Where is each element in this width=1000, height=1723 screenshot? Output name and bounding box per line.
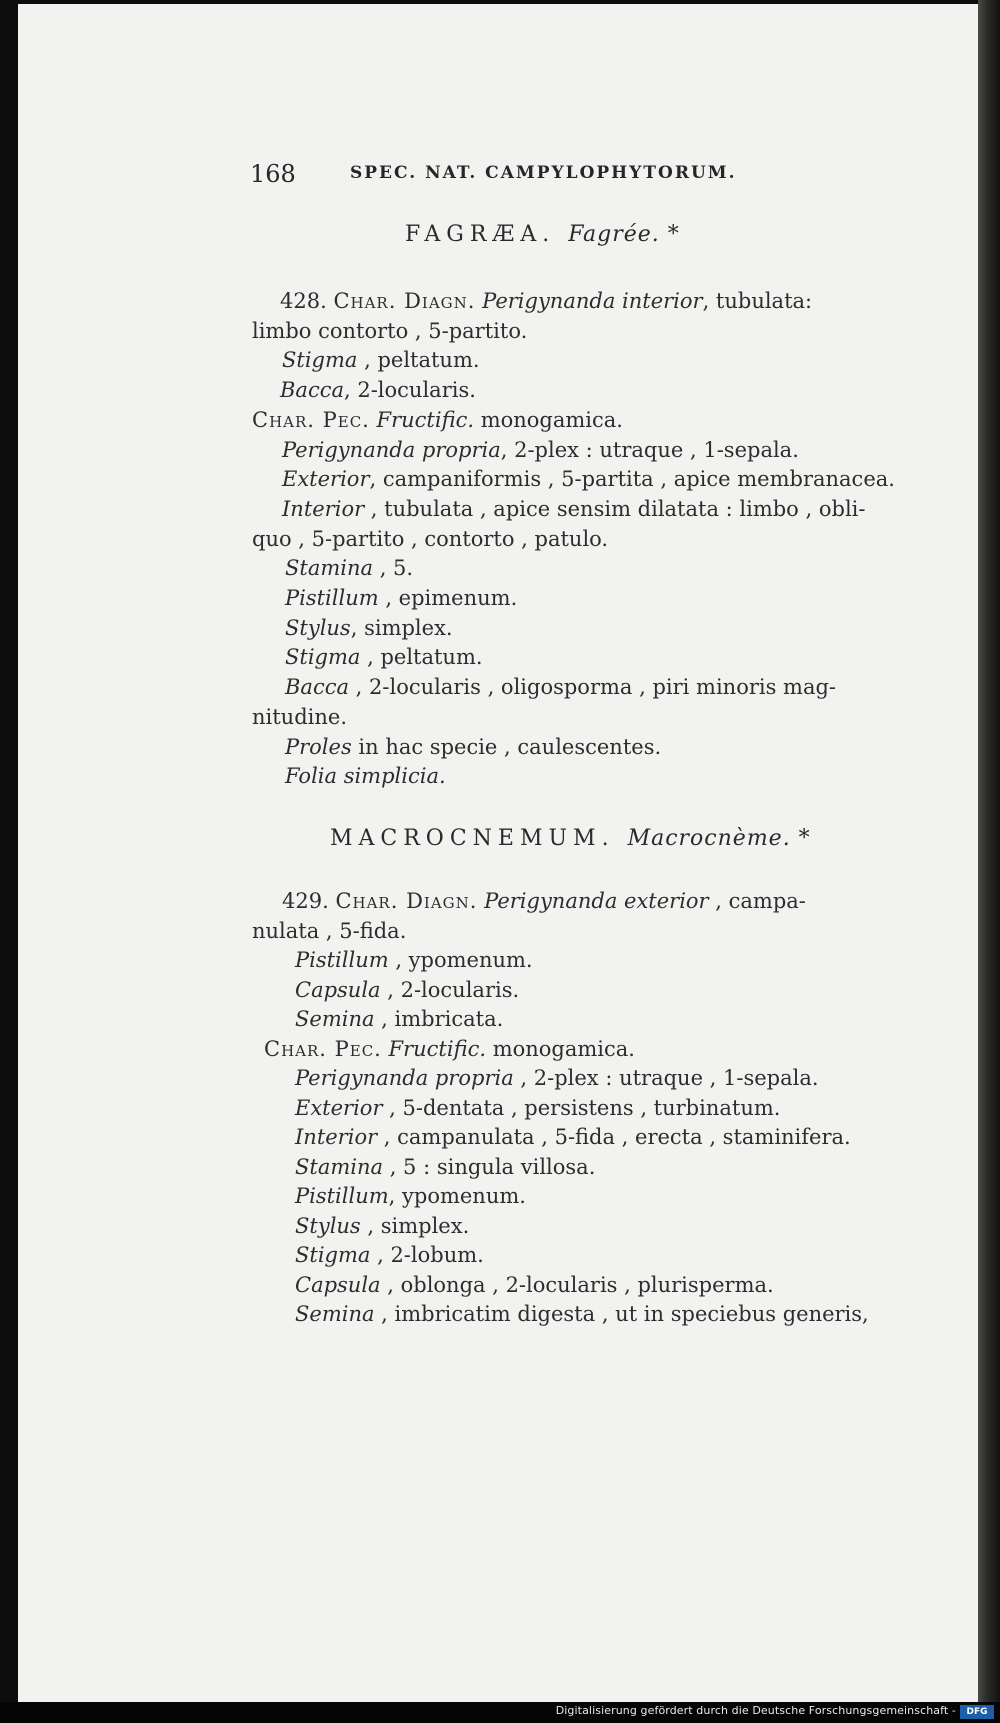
text-run: , peltatum.	[357, 348, 480, 373]
italic-term: Bacca	[285, 675, 349, 700]
text-line	[285, 555, 413, 581]
text-line	[252, 704, 347, 730]
text-line	[285, 763, 446, 789]
text-run: , simplex.	[350, 615, 453, 640]
book-page	[18, 4, 978, 1702]
text-run: , 2-locularis , oligosporma , piri minoris mag-	[349, 675, 837, 700]
text-run: quo , 5-partito , contorto , patulo.	[252, 526, 609, 551]
text-run: nulata , 5-fida.	[252, 918, 407, 943]
text-line	[295, 1065, 819, 1091]
italic-term: Stigma	[285, 645, 361, 670]
text-line	[252, 407, 623, 433]
italic-term: Semina	[295, 1007, 375, 1031]
text-run: , ypomenum.	[388, 948, 533, 972]
text-line	[295, 1242, 484, 1268]
text-line	[264, 1036, 635, 1062]
italic-term: Folia simplicia.	[285, 764, 446, 789]
text-run: , imbricata.	[374, 1007, 504, 1031]
text-run: , 2-lobum.	[370, 1243, 484, 1267]
text-line	[285, 585, 517, 611]
italic-term: Stamina	[295, 1154, 384, 1179]
text-line	[252, 918, 406, 944]
text-run: 429.	[282, 889, 336, 913]
italic-term: Proles	[285, 734, 352, 759]
text-line	[295, 1154, 595, 1180]
genus-vernacular: Fagrée. *	[568, 222, 680, 247]
text-line	[285, 644, 483, 670]
genus-name: FAGRÆA.	[405, 222, 556, 247]
section-title-macrocnemum	[330, 826, 811, 851]
italic-term: Exterior	[295, 1095, 383, 1120]
italic-term: Stylus	[295, 1213, 361, 1238]
text-line	[282, 347, 480, 373]
italic-term: Stigma	[282, 348, 358, 373]
text-line	[280, 288, 812, 314]
text-run: , 5-dentata , persistens , turbinatum.	[382, 1095, 781, 1120]
text-line	[280, 377, 476, 403]
text-line	[285, 734, 661, 760]
text-line	[252, 318, 527, 344]
text-run: 428.	[280, 289, 334, 313]
text-line	[282, 466, 895, 492]
text-run: , tubulata , apice sensim dilatata : limbo , obli-	[364, 496, 866, 521]
text-line	[282, 496, 865, 522]
italic-term: Pistillum	[295, 948, 389, 972]
text-line	[295, 1183, 526, 1209]
text-run: monogamica.	[474, 407, 623, 432]
page-edge-shadow	[978, 0, 1000, 1723]
text-run: , ypomenum.	[388, 1184, 526, 1208]
text-run: , 5 : singula villosa.	[383, 1154, 596, 1179]
text-line	[252, 526, 608, 552]
italic-term: Perigynanda interior	[475, 289, 703, 313]
text-run: , campaniformis , 5-partita , apice membranacea.	[369, 467, 895, 492]
italic-term: Interior	[295, 1125, 378, 1149]
italic-term: Stylus	[285, 615, 351, 640]
italic-term: Perigynanda propria	[282, 437, 501, 462]
text-line	[285, 615, 453, 641]
digitization-notice: Digitalisierung gefördert durch die Deutsche Forschungsgemeinschaft -	[555, 1704, 956, 1717]
text-line	[295, 1124, 851, 1150]
dfg-logo: DFG	[960, 1705, 994, 1719]
small-caps-heading: Char. Pec.	[252, 407, 370, 432]
italic-term: Fructific.	[381, 1036, 487, 1061]
genus-name: MACROCNEMUM.	[330, 826, 615, 851]
running-title: SPEC. NAT. CAMPYLOPHYTORUM.	[350, 163, 737, 183]
text-line	[295, 1301, 869, 1327]
text-line	[295, 1006, 503, 1032]
small-caps-heading: Char. Diagn.	[333, 289, 476, 313]
text-line	[295, 1095, 780, 1121]
italic-term: Pistillum	[285, 586, 379, 610]
page-number: 168	[250, 160, 296, 188]
text-run: , epimenum.	[378, 586, 518, 610]
text-run: , 2-locularis.	[380, 977, 520, 1002]
italic-term: Semina	[295, 1302, 375, 1326]
text-run: , campanulata , 5-fida , erecta , staminifera.	[377, 1125, 851, 1149]
italic-term: Capsula	[295, 1272, 381, 1297]
section-title-fagraea	[405, 222, 680, 247]
text-run: , 2-plex : utraque , 1-sepala.	[513, 1066, 819, 1090]
italic-term: Interior	[282, 496, 365, 521]
text-line	[295, 977, 519, 1003]
italic-term: Capsula	[295, 977, 381, 1002]
text-run: , imbricatim digesta , ut in speciebus generis,	[374, 1302, 869, 1326]
genus-vernacular: Macrocnème. *	[627, 826, 811, 851]
text-run: limbo contorto , 5-partito.	[252, 318, 528, 343]
italic-term: Perigynanda propria	[295, 1066, 514, 1090]
italic-term: Exterior	[282, 467, 370, 492]
text-line	[295, 1272, 774, 1298]
italic-term: Perigynanda exterior	[477, 889, 709, 913]
italic-term: Stigma	[295, 1243, 371, 1267]
italic-term: Stamina	[285, 556, 374, 581]
italic-term: Pistillum	[295, 1184, 389, 1208]
small-caps-heading: Char. Pec.	[264, 1036, 382, 1061]
text-run: , oblonga , 2-locularis , plurisperma.	[380, 1272, 774, 1297]
text-line	[282, 437, 799, 463]
text-run: , 2-locularis.	[344, 378, 476, 403]
italic-term: Fructific.	[369, 407, 475, 432]
text-run: , 2-plex : utraque , 1-sepala.	[500, 437, 799, 462]
text-line	[282, 888, 806, 914]
text-run: , campa-	[708, 889, 806, 913]
text-run: , tubulata:	[702, 289, 813, 313]
small-caps-heading: Char. Diagn.	[335, 889, 478, 913]
text-run: nitudine.	[252, 704, 347, 729]
text-run: , peltatum.	[360, 645, 483, 670]
text-line	[285, 674, 836, 700]
italic-term: Bacca	[280, 378, 344, 403]
text-line	[295, 1213, 469, 1239]
text-run: monogamica.	[486, 1036, 635, 1061]
text-run: , simplex.	[360, 1213, 470, 1238]
text-run: , 5.	[373, 556, 414, 581]
text-run: in hac specie , caulescentes.	[351, 734, 662, 759]
text-line	[295, 947, 533, 973]
